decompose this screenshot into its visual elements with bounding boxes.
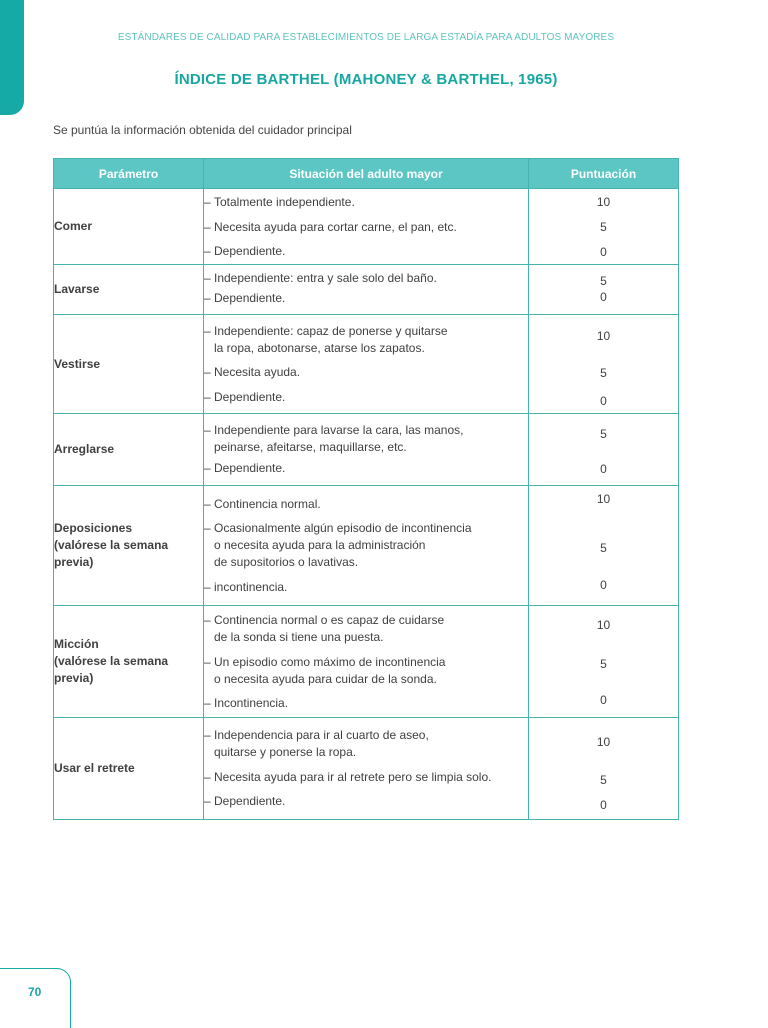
situation-line	[204, 744, 528, 761]
list-dash: –	[204, 580, 211, 594]
score-cell	[529, 189, 679, 265]
situation-text: Continencia normal o es capaz de cuidarse	[214, 613, 445, 627]
situation-cell	[204, 486, 529, 606]
situation-cell	[204, 265, 529, 315]
situation-line	[204, 554, 528, 571]
score-value: 5	[600, 773, 607, 787]
situation-text: Dependiente.	[214, 461, 286, 475]
list-dash: –	[204, 291, 211, 305]
situation-text: Un episodio como máximo de incontinencia	[214, 655, 446, 669]
situation-text: Ocasionalmente algún episodio de incontinencia	[214, 521, 472, 535]
parameter-cell	[54, 315, 204, 414]
list-dash: –	[204, 655, 211, 669]
situation-option	[204, 219, 528, 236]
page-title: ÍNDICE DE BARTHEL (MAHONEY & BARTHEL, 1965)	[174, 71, 558, 88]
score-value: 5	[600, 657, 607, 671]
page-number: 70	[28, 985, 42, 999]
score-cell	[529, 486, 679, 606]
score-cell	[529, 606, 679, 718]
list-dash: –	[204, 770, 211, 784]
score-cell	[529, 414, 679, 486]
situation-text: Dependiente.	[214, 390, 286, 404]
situation-cell	[204, 315, 529, 414]
parameter-label: Deposiciones	[54, 521, 133, 535]
situation-option	[204, 769, 528, 786]
running-header: ESTÁNDARES DE CALIDAD PARA ESTABLECIMIENTOS DE LARGA ESTADÍA PARA ADULTOS MAYORES	[117, 32, 615, 43]
situation-option	[204, 612, 528, 646]
score-value: 0	[600, 462, 607, 476]
parameter-label: Comer	[54, 219, 93, 233]
situation-text: Incontinencia.	[214, 696, 289, 710]
situation-option	[204, 364, 528, 381]
table-row	[54, 486, 679, 606]
list-dash: –	[204, 365, 211, 379]
table-row	[54, 414, 679, 486]
list-dash: –	[204, 244, 211, 258]
situation-option	[204, 727, 528, 761]
list-dash: –	[204, 794, 211, 808]
list-dash: –	[204, 461, 211, 475]
parameter-label: (valórese la semana	[54, 538, 169, 552]
situation-cell	[204, 606, 529, 718]
table-row	[54, 606, 679, 718]
situation-text: incontinencia.	[214, 580, 288, 594]
situation-line	[204, 537, 528, 554]
situation-text: Independiente para lavarse la cara, las manos,	[214, 423, 464, 437]
situation-line	[204, 340, 528, 357]
parameter-cell	[54, 265, 204, 315]
situation-text: Continencia normal.	[214, 497, 321, 511]
situation-text: peinarse, afeitarse, maquillarse, etc.	[214, 440, 407, 454]
score-cell	[529, 718, 679, 820]
list-dash: –	[204, 423, 211, 437]
score-value: 10	[596, 195, 611, 209]
parameter-label: Arreglarse	[54, 442, 115, 456]
column-header-parametro: Parámetro	[54, 159, 204, 189]
situation-line	[204, 629, 528, 646]
score-cell	[529, 265, 679, 315]
table-row	[54, 189, 679, 265]
situation-option	[204, 270, 528, 287]
situation-text: de supositorios o lavativas.	[214, 555, 359, 569]
score-value: 10	[596, 735, 611, 749]
score-value: 5	[600, 427, 607, 441]
situation-line	[204, 439, 528, 456]
score-cell	[529, 315, 679, 414]
situation-line	[204, 671, 528, 688]
parameter-cell	[54, 486, 204, 606]
parameter-label: Micción	[54, 637, 99, 651]
list-dash: –	[204, 220, 211, 234]
situation-option	[204, 243, 528, 260]
situation-line	[204, 219, 528, 236]
situation-option	[204, 520, 528, 571]
score-value: 10	[596, 492, 611, 506]
situation-option	[204, 389, 528, 406]
situation-line	[204, 270, 528, 287]
score-value: 0	[600, 245, 607, 259]
situation-option	[204, 496, 528, 513]
list-dash: –	[204, 497, 211, 511]
situation-option	[204, 579, 528, 596]
situation-line	[204, 290, 528, 307]
situation-line	[204, 769, 528, 786]
parameter-label: previa)	[54, 555, 94, 569]
situation-text: Dependiente.	[214, 291, 286, 305]
situation-text: de la sonda si tiene una puesta.	[214, 630, 384, 644]
corner-tab-decoration	[0, 0, 24, 115]
situation-text: la ropa, abotonarse, atarse los zapatos.	[214, 341, 425, 355]
situation-option	[204, 654, 528, 688]
situation-line	[204, 364, 528, 381]
table-row	[54, 265, 679, 315]
situation-line	[204, 654, 528, 671]
score-value: 0	[600, 693, 607, 707]
situation-line	[204, 612, 528, 629]
parameter-label: Vestirse	[54, 356, 101, 371]
parameter-cell	[54, 606, 204, 718]
parameter-label: Usar el retrete	[54, 761, 135, 775]
situation-option	[204, 460, 528, 477]
score-value: 5	[600, 220, 607, 234]
situation-line	[204, 496, 528, 513]
situation-cell	[204, 189, 529, 265]
table-row	[54, 315, 679, 414]
score-value: 10	[596, 329, 611, 343]
parameter-label: (valórese la semana	[54, 654, 169, 668]
parameter-cell	[54, 414, 204, 486]
parameter-cell	[54, 718, 204, 820]
score-value: 10	[596, 618, 611, 632]
barthel-table	[53, 158, 679, 820]
parameter-label: Lavarse	[54, 282, 100, 296]
parameter-label: previa)	[54, 671, 94, 685]
situation-text: o necesita ayuda para cuidar de la sonda.	[214, 672, 437, 686]
situation-option	[204, 793, 528, 810]
list-dash: –	[204, 195, 211, 209]
situation-text: Dependiente.	[214, 244, 286, 258]
situation-option	[204, 194, 528, 211]
situation-line	[204, 793, 528, 810]
score-value: 0	[600, 798, 607, 812]
score-value: 0	[600, 290, 607, 304]
list-dash: –	[204, 390, 211, 404]
situation-line	[204, 389, 528, 406]
situation-line	[204, 194, 528, 211]
parameter-cell	[54, 189, 204, 265]
situation-text: Necesita ayuda para cortar carne, el pan, etc.	[214, 220, 457, 234]
situation-line	[204, 579, 528, 596]
score-value: 5	[600, 541, 607, 555]
situation-cell	[204, 718, 529, 820]
column-header-puntuacion: Puntuación	[529, 159, 679, 189]
situation-text: o necesita ayuda para la administración	[214, 538, 426, 552]
situation-text: Independiente: entra y sale solo del baño.	[214, 271, 437, 285]
situation-line	[204, 422, 528, 439]
situation-text: Necesita ayuda para ir al retrete pero se limpia solo.	[214, 770, 492, 784]
situation-option	[204, 422, 528, 456]
score-value: 5	[600, 274, 607, 288]
situation-text: quitarse y ponerse la ropa.	[214, 745, 357, 759]
score-value: 0	[600, 394, 607, 408]
situation-line	[204, 460, 528, 477]
situation-cell	[204, 414, 529, 486]
situation-line	[204, 520, 528, 537]
list-dash: –	[204, 271, 211, 285]
column-header-situacion: Situación del adulto mayor	[204, 159, 529, 189]
table-header-row	[54, 159, 679, 189]
list-dash: –	[204, 521, 211, 535]
table-row	[54, 718, 679, 820]
situation-line	[204, 243, 528, 260]
situation-option	[204, 323, 528, 357]
situation-text: Necesita ayuda.	[214, 365, 301, 379]
situation-option	[204, 695, 528, 712]
situation-text: Dependiente.	[214, 794, 286, 808]
list-dash: –	[204, 696, 211, 710]
score-value: 0	[600, 578, 607, 592]
intro-text: Se puntúa la información obtenida del cuidador principal	[53, 123, 352, 137]
situation-option	[204, 290, 528, 307]
score-value: 5	[600, 366, 607, 380]
situation-text: Independencia para ir al cuarto de aseo,	[214, 728, 429, 742]
page-number-tab	[0, 968, 71, 1028]
situation-line	[204, 323, 528, 340]
situation-text: Independiente: capaz de ponerse y quitarse	[214, 324, 448, 338]
situation-line	[204, 695, 528, 712]
list-dash: –	[204, 324, 211, 338]
situation-text: Totalmente independiente.	[214, 195, 355, 209]
list-dash: –	[204, 728, 211, 742]
list-dash: –	[204, 613, 211, 627]
situation-line	[204, 727, 528, 744]
